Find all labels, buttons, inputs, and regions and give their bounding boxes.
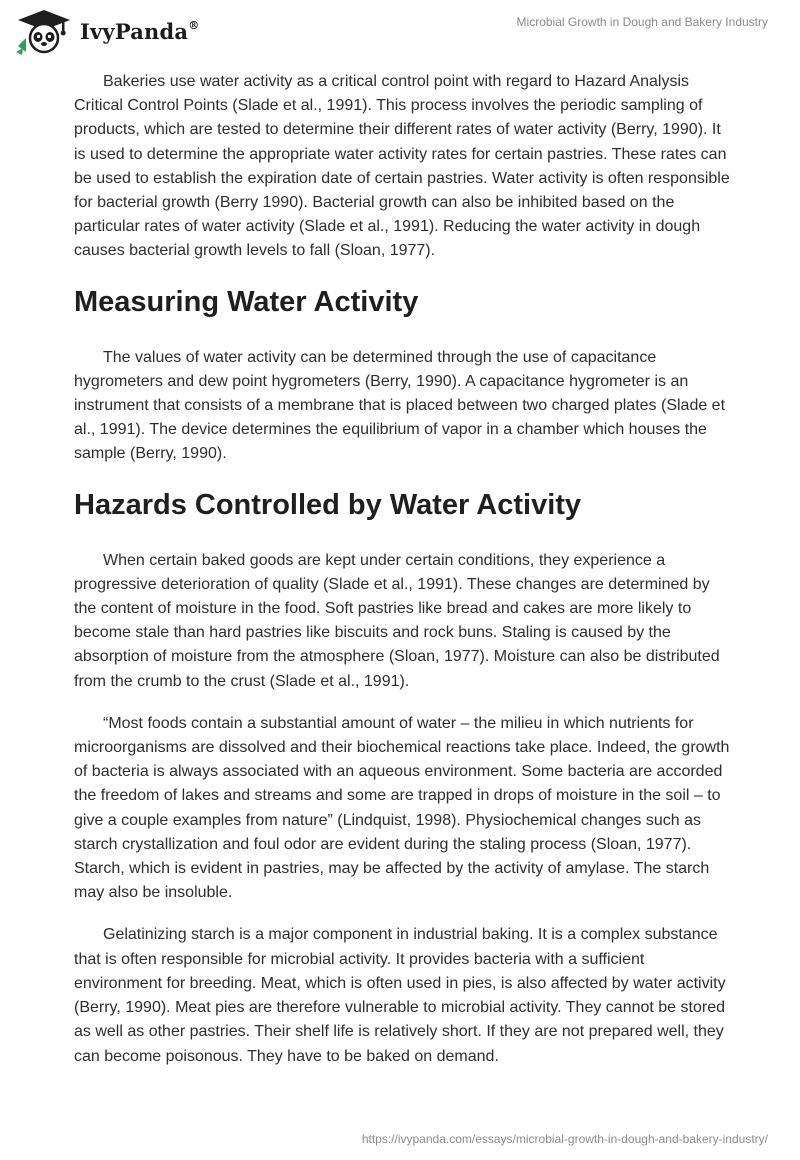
- source-url[interactable]: https://ivypanda.com/essays/microbial-growth-in-dough-and-bakery-industry/: [361, 1132, 768, 1146]
- paragraph: The values of water activity can be determined through the use of capacitance hygrometers and dew point hygrometers (Berry, 1990). A capacitance hygrometer is an instrument that consists of a membrane that is placed between two charged plates (Slade et al., 1991). The device determines the equilibrium of vapor in a chamber which houses the sample (Berry, 1990).: [74, 348, 726, 463]
- brand-name[interactable]: [80, 19, 199, 44]
- page-header: [0, 0, 800, 64]
- brand-registered-mark: ®: [188, 19, 200, 32]
- document-title: Microbial Growth in Dough and Bakery Industry: [516, 15, 768, 29]
- paragraph: Bakeries use water activity as a critical control point with regard to Hazard Analysis Critical Control Points (Slade et al., 1991). This process involves the periodic sampling of products, which are tested to determine their different rates of water activity (Berry, 1990). It is used to determine the appropriate water activity rates for certain pastries. These rates can be used to establish the expiration date of certain pastries. Water activity is often responsible for bacterial growth (Berry 1990). Bacterial growth can also be inhibited based on the particular rates of water activity (Slade et al., 1991). Reducing the water activity in dough causes bacterial growth levels to fall (Sloan, 1977).: [74, 73, 730, 260]
- brand-text: IvyPanda: [80, 19, 189, 44]
- section-heading: Measuring Water Activity: [74, 285, 419, 318]
- paragraph: “Most foods contain a substantial amount of water – the milieu in which nutrients for microorganisms are dissolved and their biochemical reactions take place. Indeed, the growth of bacteria is always associated with an aqueous environment. Some bacteria are accorded the freedom of lakes and streams and some are trapped in drops of moisture in the soil – to give a couple examples from nature” (Lindquist, 1998). Physiochemical changes such as starch crystallization and foul odor are evident during the staling process (Sloan, 1977). Starch, which is evident in pastries, may be affected by the activity of amylase. The starch may also be insoluble.: [74, 714, 730, 902]
- panda-logo-icon[interactable]: [14, 8, 74, 56]
- paragraph: Gelatinizing starch is a major component in industrial baking. It is a complex substance that is often responsible for microbial activity. It provides bacteria with a sufficient environment for breeding. Meat, which is often used in pies, is also affected by water activity (Berry, 1990). Meat pies are therefore vulnerable to microbial activity. They cannot be stored as well as other pastries. Their shelf life is relatively short. If they are not prepared well, they can become poisonous. They have to be baked on demand.: [74, 926, 726, 1065]
- paragraph: When certain baked goods are kept under certain conditions, they experience a progressive deterioration of quality (Slade et al., 1991). These changes are determined by the content of moisture in the food. Soft pastries like bread and cakes are more likely to become stale than hard pastries like biscuits and rock buns. Staling is caused by the absorption of moisture from the atmosphere (Sloan, 1977). Moisture can also be distributed from the crumb to the crust (Slade et al., 1991).: [74, 551, 720, 690]
- section-heading: Hazards Controlled by Water Activity: [74, 488, 582, 521]
- article-body: [74, 70, 734, 1087]
